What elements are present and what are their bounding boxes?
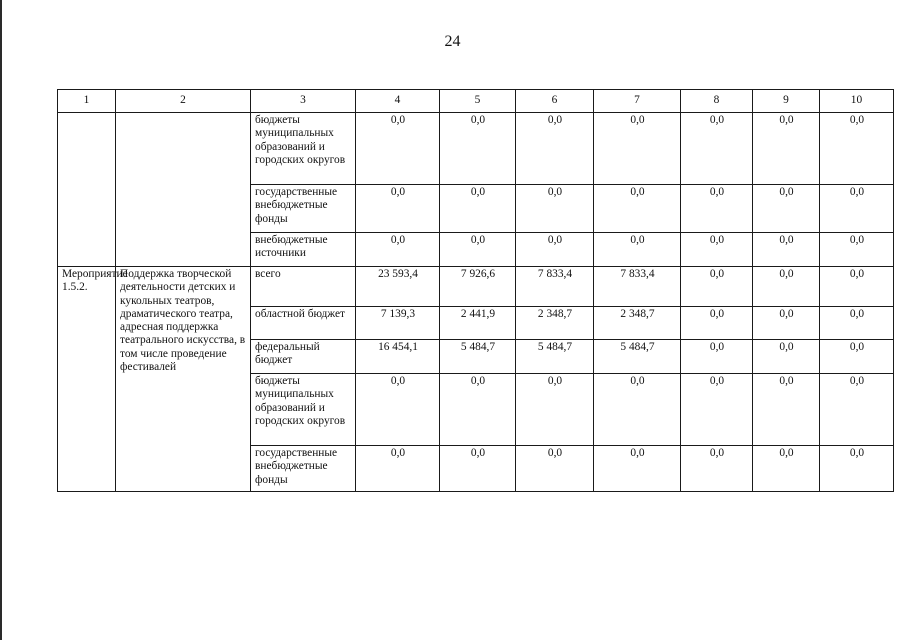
value-cell: 0,0 bbox=[820, 446, 894, 492]
value-cell: 0,0 bbox=[681, 340, 753, 374]
value-cell: 0,0 bbox=[753, 307, 820, 340]
column-header: 9 bbox=[753, 90, 820, 113]
column-header: 2 bbox=[116, 90, 251, 113]
column-header: 10 bbox=[820, 90, 894, 113]
funding-source: государственные внебюджетные фонды bbox=[251, 446, 356, 492]
value-cell: 0,0 bbox=[356, 446, 440, 492]
value-cell: 0,0 bbox=[753, 233, 820, 267]
continued-measure-id-cell bbox=[58, 113, 116, 267]
value-cell: 0,0 bbox=[753, 340, 820, 374]
value-cell: 0,0 bbox=[440, 446, 516, 492]
value-cell: 0,0 bbox=[820, 233, 894, 267]
value-cell: 5 484,7 bbox=[594, 340, 681, 374]
value-cell: 0,0 bbox=[820, 113, 894, 185]
value-cell: 0,0 bbox=[594, 374, 681, 446]
value-cell: 0,0 bbox=[594, 185, 681, 233]
value-cell: 0,0 bbox=[681, 185, 753, 233]
value-cell: 0,0 bbox=[516, 233, 594, 267]
funding-source: внебюджетные источники bbox=[251, 233, 356, 267]
value-cell: 0,0 bbox=[356, 374, 440, 446]
value-cell: 0,0 bbox=[356, 233, 440, 267]
value-cell: 0,0 bbox=[594, 113, 681, 185]
column-header: 7 bbox=[594, 90, 681, 113]
column-header: 5 bbox=[440, 90, 516, 113]
value-cell: 0,0 bbox=[516, 185, 594, 233]
value-cell: 0,0 bbox=[440, 185, 516, 233]
value-cell: 16 454,1 bbox=[356, 340, 440, 374]
value-cell: 0,0 bbox=[753, 374, 820, 446]
value-cell: 0,0 bbox=[440, 374, 516, 446]
funding-source: бюджеты муниципальных образований и городских округов bbox=[251, 374, 356, 446]
value-cell: 0,0 bbox=[594, 233, 681, 267]
value-cell: 7 139,3 bbox=[356, 307, 440, 340]
value-cell: 0,0 bbox=[356, 185, 440, 233]
value-cell: 5 484,7 bbox=[516, 340, 594, 374]
value-cell: 0,0 bbox=[753, 446, 820, 492]
value-cell: 0,0 bbox=[753, 267, 820, 307]
value-cell: 0,0 bbox=[753, 113, 820, 185]
value-cell: 0,0 bbox=[440, 233, 516, 267]
page-number: 24 bbox=[444, 33, 461, 50]
value-cell: 0,0 bbox=[820, 307, 894, 340]
value-cell: 2 348,7 bbox=[594, 307, 681, 340]
table-row bbox=[58, 267, 894, 307]
value-cell: 0,0 bbox=[681, 113, 753, 185]
value-cell: 7 833,4 bbox=[516, 267, 594, 307]
funding-source: бюджеты муниципальных образований и городских округов bbox=[251, 113, 356, 185]
value-cell: 0,0 bbox=[516, 446, 594, 492]
measure-id: Мероприятие 1.5.2. bbox=[58, 267, 116, 492]
value-cell: 0,0 bbox=[440, 113, 516, 185]
value-cell: 0,0 bbox=[753, 185, 820, 233]
value-cell: 0,0 bbox=[681, 374, 753, 446]
value-cell: 0,0 bbox=[820, 374, 894, 446]
value-cell: 23 593,4 bbox=[356, 267, 440, 307]
value-cell: 0,0 bbox=[820, 185, 894, 233]
measure-name: Поддержка творческой деятельности детских и кукольных театров, драматического театра, адресная поддержка театрального искусства, в том числе проведение фестивалей bbox=[116, 267, 251, 492]
column-header: 8 bbox=[681, 90, 753, 113]
column-header: 3 bbox=[251, 90, 356, 113]
budget-table bbox=[57, 89, 894, 492]
value-cell: 2 348,7 bbox=[516, 307, 594, 340]
header-row bbox=[58, 90, 894, 113]
continued-measure-name-cell bbox=[116, 113, 251, 267]
value-cell: 0,0 bbox=[594, 446, 681, 492]
funding-source: областной бюджет bbox=[251, 307, 356, 340]
scan-left-edge bbox=[0, 0, 2, 640]
value-cell: 0,0 bbox=[820, 340, 894, 374]
value-cell: 0,0 bbox=[681, 307, 753, 340]
value-cell: 0,0 bbox=[681, 267, 753, 307]
value-cell: 0,0 bbox=[820, 267, 894, 307]
funding-source: федеральный бюджет bbox=[251, 340, 356, 374]
funding-source: всего bbox=[251, 267, 356, 307]
value-cell: 7 833,4 bbox=[594, 267, 681, 307]
value-cell: 0,0 bbox=[681, 446, 753, 492]
value-cell: 0,0 bbox=[356, 113, 440, 185]
column-header: 6 bbox=[516, 90, 594, 113]
funding-source: государственные внебюджетные фонды bbox=[251, 185, 356, 233]
table-row bbox=[58, 113, 894, 185]
value-cell: 0,0 bbox=[681, 233, 753, 267]
value-cell: 5 484,7 bbox=[440, 340, 516, 374]
column-header: 4 bbox=[356, 90, 440, 113]
value-cell: 0,0 bbox=[516, 374, 594, 446]
value-cell: 0,0 bbox=[516, 113, 594, 185]
column-header: 1 bbox=[58, 90, 116, 113]
value-cell: 7 926,6 bbox=[440, 267, 516, 307]
value-cell: 2 441,9 bbox=[440, 307, 516, 340]
